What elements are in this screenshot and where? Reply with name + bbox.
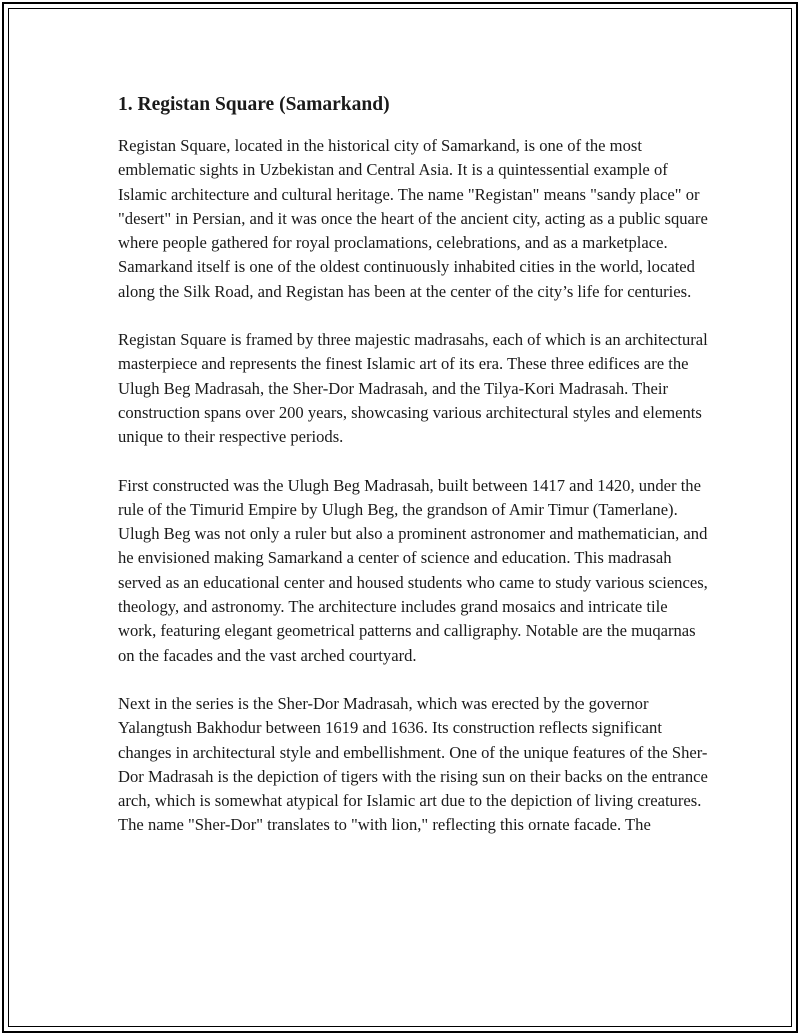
paragraph-madrasahs: Registan Square is framed by three majestic madrasahs, each of which is an architectural masterpiece and represents the finest Islamic art of its era. These three edifices are the Ulugh Beg Madrasah, the Sher-Dor Madrasah, and the Tilya-Kori Madrasah. Their construction spans over 200 years, showcasing various architectural styles and elements unique to their respective periods. <box>118 330 708 447</box>
paragraph-intro: Registan Square, located in the historical city of Samarkand, is one of the most emblematic sights in Uzbekistan and Central Asia. It is a quintessential example of Islamic architecture and cultural heritage. The name "Registan" means "sandy place" or "desert" in Persian, and it was once the heart of the ancient city, acting as a public square where people gathered for royal proclamations, celebrations, and as a marketplace. Samarkand itself is one of the oldest continuously inhabited cities in the world, located along the Silk Road, and Registan has been at the center of the city’s life for centuries. <box>118 136 708 301</box>
document-body <box>118 92 708 862</box>
paragraph-sher-dor: Next in the series is the Sher-Dor Madrasah, which was erected by the governor Yalangtush Bakhodur between 1619 and 1636. Its construction reflects significant changes in architectural style and embellishment. One of the unique features of the Sher-Dor Madrasah is the depiction of tigers with the rising sun on their backs on the entrance arch, which is somewhat atypical for Islamic art due to the depiction of living creatures. The name "Sher-Dor" translates to "with lion," reflecting this ornate facade. The <box>118 693 708 835</box>
paragraph-ulugh-beg: First constructed was the Ulugh Beg Madrasah, built between 1417 and 1420, under the rule of the Timurid Empire by Ulugh Beg, the grandson of Amir Timur (Tamerlane). Ulugh Beg was not only a ruler but also a prominent astronomer and mathematician, and he envisioned making Samarkand a center of science and education. This madrasah served as an educational center and housed students who came to study various sciences, theology, and astronomy. The architecture includes grand mosaics and intricate tile work, featuring elegant geometrical patterns and calligraphy. Notable are the muqarnas on the facades and the vast arched courtyard. <box>118 475 708 665</box>
section-heading: 1. Registan Square (Samarkand) <box>118 94 390 115</box>
